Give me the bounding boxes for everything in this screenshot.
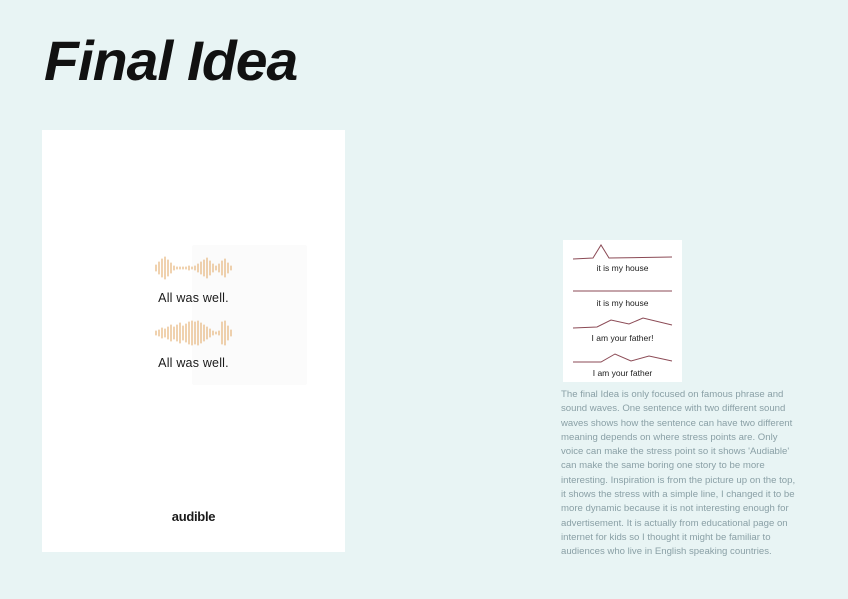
page-title: Final Idea	[44, 29, 298, 92]
reference-row	[563, 275, 682, 310]
poster-block	[42, 320, 345, 370]
poster-block	[42, 255, 345, 305]
soundwave-icon	[42, 320, 345, 346]
poster-phrase: All was well.	[158, 291, 229, 305]
poster-card	[42, 130, 345, 552]
poster-phrase: All was well.	[158, 356, 229, 370]
reference-row	[563, 310, 682, 345]
reference-label: it is my house	[596, 263, 649, 273]
audible-logo-text: audible	[171, 509, 216, 524]
description-text: The final Idea is only focused on famous phrase and sound waves. One sentence with two different sound waves shows how the sentence can have two different meaning depends on where stress points are. Only voice can make the stress point so it shows 'Audiable' can make the same boring one story to be more interesting. Inspiration is from the picture up on the top, it shows the stress with a simple line, I changed it to be more dynamic because it is not interesting enough for advertisement. It is actually from educational page on internet for kids so I thought it might be familiar to audiences who live in English speaking countries.	[561, 389, 796, 558]
reference-row	[563, 345, 682, 380]
reference-row	[563, 240, 682, 275]
audible-logo	[42, 508, 345, 526]
reference-label: I am your father	[592, 368, 653, 378]
soundwave-icon	[42, 255, 345, 281]
reference-label: it is my house	[596, 298, 649, 308]
reference-label: I am your father!	[591, 333, 654, 343]
reference-thumbnail	[563, 240, 682, 382]
